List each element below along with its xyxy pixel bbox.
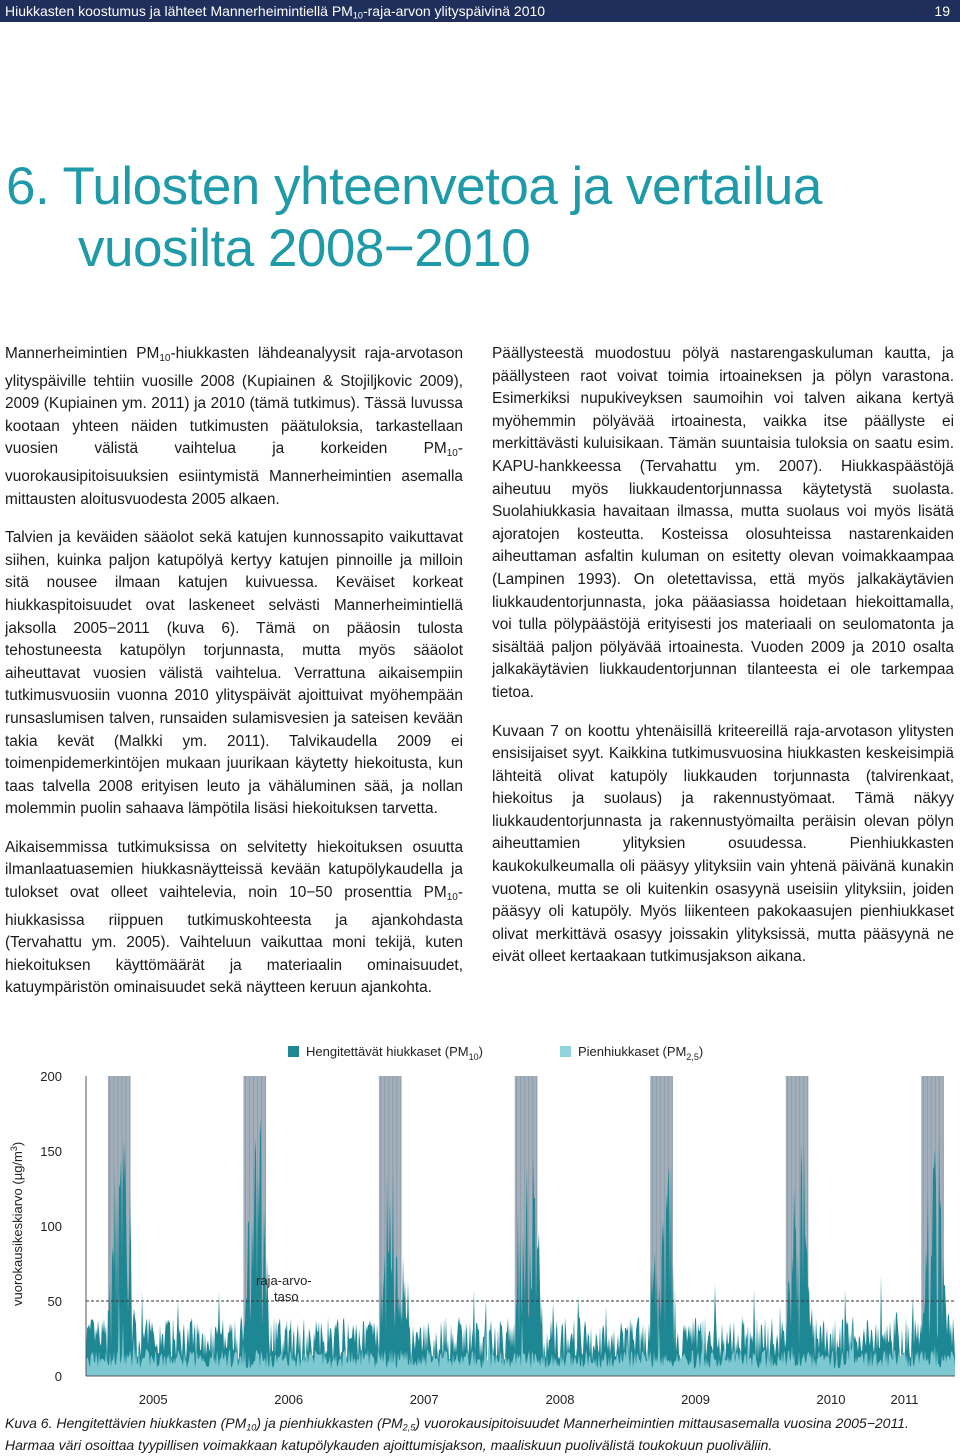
paragraph: Talvien ja keväiden sääolot sekä katujen kunnossapito vaikuttavat siihen, kuinka paljon katupölyä kertyy katujen pinnoille ja milloin sitä nousee ilmaan katujen kuivuessa. Keväiset korkeat hiukkaspitoisuudet ovat laskeneet selvästi Mannerheimintiellä jaksolla 2005−2011 (kuva 6). Tämä on pääosin tulosta tehostuneesta katupölyn torjunnasta, mutta myös sääolot aiheuttavat vuosien välistä vaihtelua. Verrattuna aikaisempiin tutkimusvuosiin vuonna 2010 ylityspäivät ajoittuivat myöhempään runsaslumisen talven, runsaiden sulamisvesien ja sateisen kevään takia kevät (Malkki ym. 2011). Talvikaudella 2009 ei toimenpidemerkintöjen mukaan juurikaan käytetty hiekoitusta, kun taas talvella 2008 erityisen leuto ja vähäluminen sää, ja nollan molemmin puolin sahaava lämpötila lisäsi hiekoituksen tarvetta. xyxy=(5,529,463,818)
running-header-title: Hiukkasten koostumus ja lähteet Mannerheimintiellä $PM_{10}-raja$-arvon ylityspäivinä 2010 xyxy=(5,3,546,21)
paragraph: Mannerheimintien $PM_{10}$-hiukkasten lähdeanalyysit raja-arvotason ylityspäiville tehtiin vuosille 2008 (Kupiainen & Stojiljkovic 2009), 2009 (Kupiainen ym. 2011) ja 2010 (tämä tutkimus). Tässä luvussa kootaan yhteen näiden tutkimusten päätuloksia, tarkastellaan vuosien välistä vaihtelua ja korkeiden $PM_{10}$-vuorokausipitoisuuksien esiintymistä Mannerheimintien asemalla mittausten aloitusvuodesta 2005 alkaen. xyxy=(5,345,464,508)
chart-legend xyxy=(288,1044,703,1062)
x-axis-ticks xyxy=(139,1392,919,1407)
x-tick-label: 2008 xyxy=(545,1392,575,1407)
legend-swatch xyxy=(560,1046,571,1057)
y-tick-label: 200 xyxy=(40,1069,62,1084)
chapter-heading xyxy=(6,156,946,280)
x-tick-label: 2006 xyxy=(274,1392,304,1407)
running-header xyxy=(0,0,960,22)
left-column xyxy=(5,343,463,1016)
legend-item-pm10 xyxy=(288,1044,483,1062)
paragraph: Aikaisemmissa tutkimuksissa on selvitetty hiekoituksen osuutta ilmanlaatuasemien hiukkasnäytteissä kevään katupölykaudella ja tulokset ovat olleet vaihtelevia, noin 10−50 prosenttia $PM_{10}$-hiukkasissa riippuen tutkimuskohteesta ja ajankohdasta (Tervahattu ym. 2005). Vaihteluun vaikuttaa moni tekijä, kuten hiekoituksen käyttömäärät ja materiaalin ominaisuudet, katuympäristön ominaisuudet sekä näytteen keruun ajankohta. xyxy=(5,838,463,997)
legend-label: Hengitettävät hiukkaset $(PM_{10})$ xyxy=(306,1044,483,1062)
y-axis-label: vuorokausikeskiarvo $(\mu g/m^3)$ xyxy=(9,1141,25,1306)
x-tick-label: 2011 xyxy=(890,1392,919,1407)
x-tick-label: 2009 xyxy=(681,1392,710,1407)
paragraph: Päällysteestä muodostuu pölyä nastarengaskuluman kautta, ja päällysteen raot voivat toimia irtoaineksen ja pölyn varastona. Esimerkiksi nupukiveyksen saumoihin voi talven aikana kertyä myöhemmin pölyävää irtoainesta, vaikka itse päällyste ei merkittävästi kuluisikaan. Tämän suuntaisia tuloksia on saatu esim. KAPU-hankkeessa (Tervahattu ym. 2007). Hiukkaspäästöjä aiheutuu myös liukkaudentorjunnassa käytetystä suolasta. Suolahiukkasia havaitaan ilmassa, mutta suolaus voi myös lisätä ajoratojen kosteutta. Kosteissa olosuhteissa nastarenkaiden aiheuttaman asfaltin kuluman on esitetty olevan voimakkaampaa (Lampinen 1993). On oletettavissa, että myös jalkakäytävien liukkaudentorjunnasta, joka pääasiassa hoidetaan hiekoittamalla, voi tulla pölypäästöjä erityisesti jos materiaali on seulomatonta ja sisältää paljon pölyävää irtoainesta. Vuoden 2009 ja 2010 osalta jalkakäytävien liukkaudentorjunnan tilanteesta ei ole tarkempaa tietoa. xyxy=(492,345,954,701)
y-tick-label: 0 xyxy=(54,1369,62,1384)
x-tick-label: 2010 xyxy=(816,1392,846,1407)
limit-value-label-cont: taso xyxy=(274,1289,299,1304)
y-axis-ticks xyxy=(40,1069,62,1384)
legend-swatch xyxy=(288,1046,299,1057)
y-tick-label: 50 xyxy=(47,1294,62,1309)
figure-caption: Kuva 6. Hengitettävien hiukkasten $(PM_{10})$ ja pienhiukkasten $(PM_{2,5})$ vuorokausipitoisuudet Mannerheimintien mittausasemalla vuosina 2005−2011. Harmaa väri osoittaa tyypillisen voimakkaan katupölykauden ajoittumisjakson, maaliskuun puolivälistä toukokuun puoliväliin. xyxy=(5,1415,909,1453)
chapter-heading-line-1: 6. Tulosten yhteenvetoa ja vertailua xyxy=(6,157,822,216)
x-tick-label: 2005 xyxy=(138,1392,168,1407)
pm-time-series-chart xyxy=(0,1036,960,1416)
chapter-heading-line-2: vuosilta 2008−2010 xyxy=(78,219,531,278)
right-column xyxy=(492,343,954,985)
x-tick-label: 2007 xyxy=(409,1392,439,1407)
page-number: 19 xyxy=(934,3,950,19)
legend-item-pm25 xyxy=(560,1044,703,1062)
y-tick-label: 150 xyxy=(40,1144,62,1159)
limit-value-label: raja-arvo- xyxy=(256,1273,312,1288)
legend-label: Pienhiukkaset $(PM_{2,5})$ xyxy=(578,1044,704,1062)
paragraph: Kuvaan 7 on koottu yhtenäisillä kriteereillä raja-arvotason ylitysten ensisijaiset syyt. Kaikkina tutkimusvuosina hiukkasten keskeisimpiä lähteitä olivat katupöly liukkauden torjunnasta (talvirenkaat, hiekoitus ja suolaus) ja rakennustyömaat. Tämä näkyy liukkaudentorjunnasta ja rakennustyömailta peräisin olevan pölyn aiheuttamien ylityksien osuudessa. Pienhiukkasten kaukokulkeumalla oli pääsyy ylityksiin vain yhtenä päivänä kunakin vuotena, mutta se oli kuitenkin osasyynä useisiin ylityksiin, joiden pääsyy oli katupöly. Myös liikenteen pakokaasujen pienhiukkaset olivat merkittävä osasyy joissakin ylityksissä, mutta pääsyynä ne eivät olleet kertaakaan tutkimusjakson aikana. xyxy=(492,722,954,966)
y-tick-label: 100 xyxy=(40,1219,62,1234)
